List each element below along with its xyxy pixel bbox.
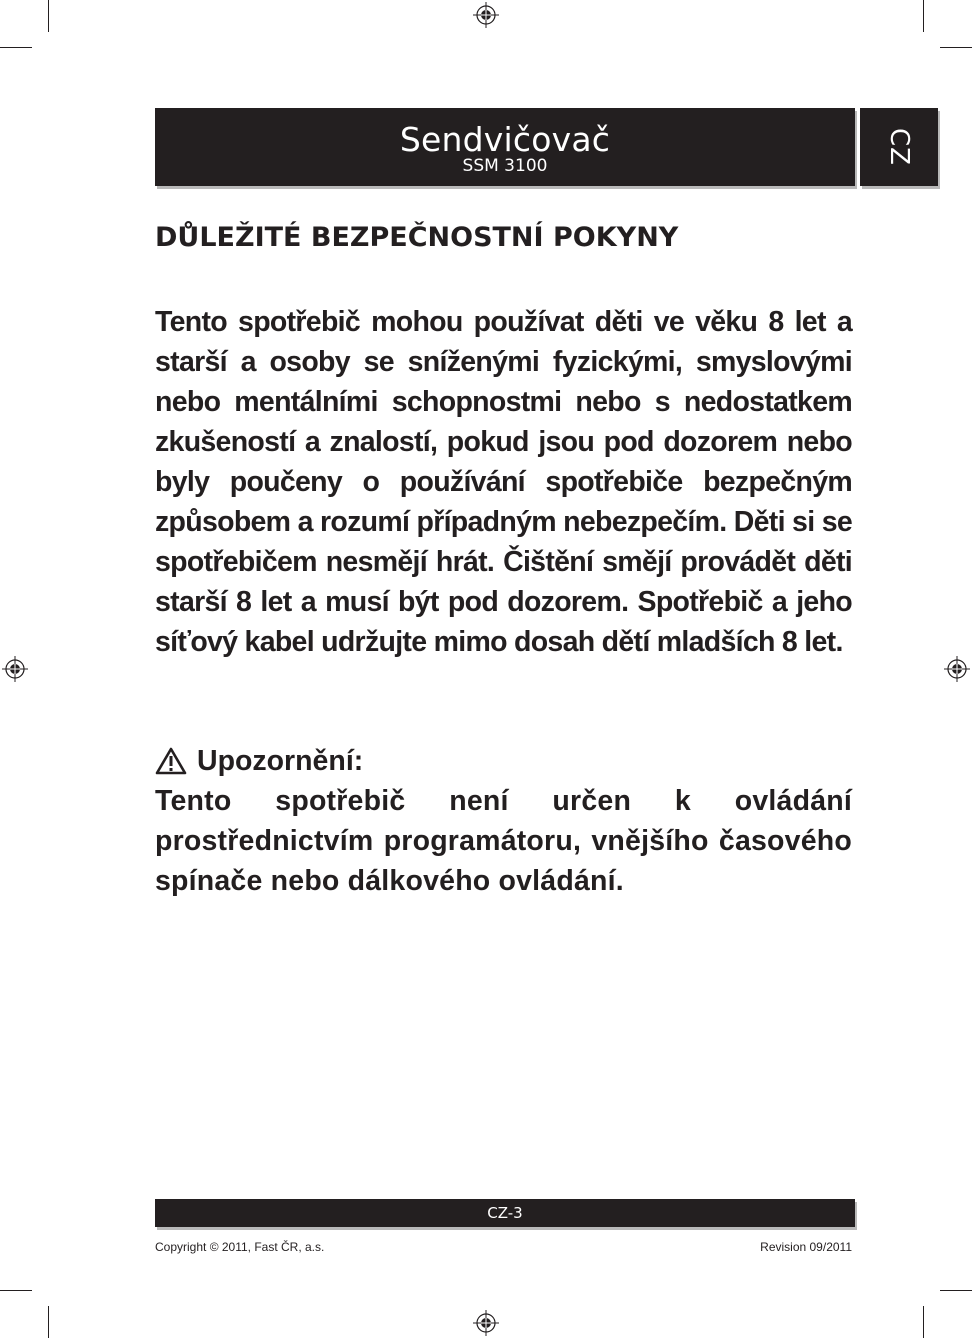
- crop-mark: [0, 47, 32, 48]
- registration-mark-icon: [473, 2, 499, 28]
- product-title: Sendvičovač: [399, 120, 611, 159]
- page-header: [155, 108, 855, 186]
- copyright-notice: Copyright © 2011, Fast ČR, a.s.: [155, 1240, 325, 1254]
- warning-label: Upozornění:: [197, 745, 364, 777]
- registration-mark-icon: [473, 1310, 499, 1336]
- registration-mark-icon: [944, 656, 970, 682]
- language-code: CZ: [884, 128, 914, 166]
- crop-mark: [940, 1290, 972, 1291]
- crop-mark: [940, 47, 972, 48]
- safety-paragraph: Tento spotřebič mohou používat děti ve věku 8 let a starší a osoby se sníženými fyzickými, smyslovými nebo mentálními schopnostmi nebo s nedostatkem zkušeností a znalostí, pokud jsou pod dozorem nebo byly poučeny o používání spotřebiče bezpečným způsobem a rozumí případným nebezpečím. Děti si se spotřebičem nesmějí hrát. Čištění smějí provádět děti starší 8 let a musí být pod dozorem. Spotřebič a jeho síťový kabel udržujte mimo dosah dětí mladších 8 let.: [155, 306, 852, 658]
- warning-text: Tento spotřebič není určen k ovládání prostřednictvím programátoru, vnějšího časového spínače nebo dálkového ovládání.: [155, 785, 852, 897]
- crop-mark: [923, 1306, 924, 1338]
- warning-heading: [155, 741, 855, 781]
- warning-triangle-icon: [155, 747, 187, 775]
- page-number: CZ-3: [487, 1204, 523, 1222]
- revision-notice: Revision 09/2011: [760, 1240, 852, 1254]
- crop-mark: [923, 0, 924, 32]
- registration-mark-icon: [2, 656, 28, 682]
- product-model: SSM 3100: [462, 156, 548, 176]
- crop-mark: [0, 1290, 32, 1291]
- crop-mark: [48, 1306, 49, 1338]
- section-heading: DŮLEŽITÉ BEZPEČNOSTNÍ POKYNY: [155, 222, 679, 253]
- language-tab: [860, 108, 938, 186]
- crop-mark: [48, 0, 49, 32]
- page-number-bar: [155, 1199, 855, 1227]
